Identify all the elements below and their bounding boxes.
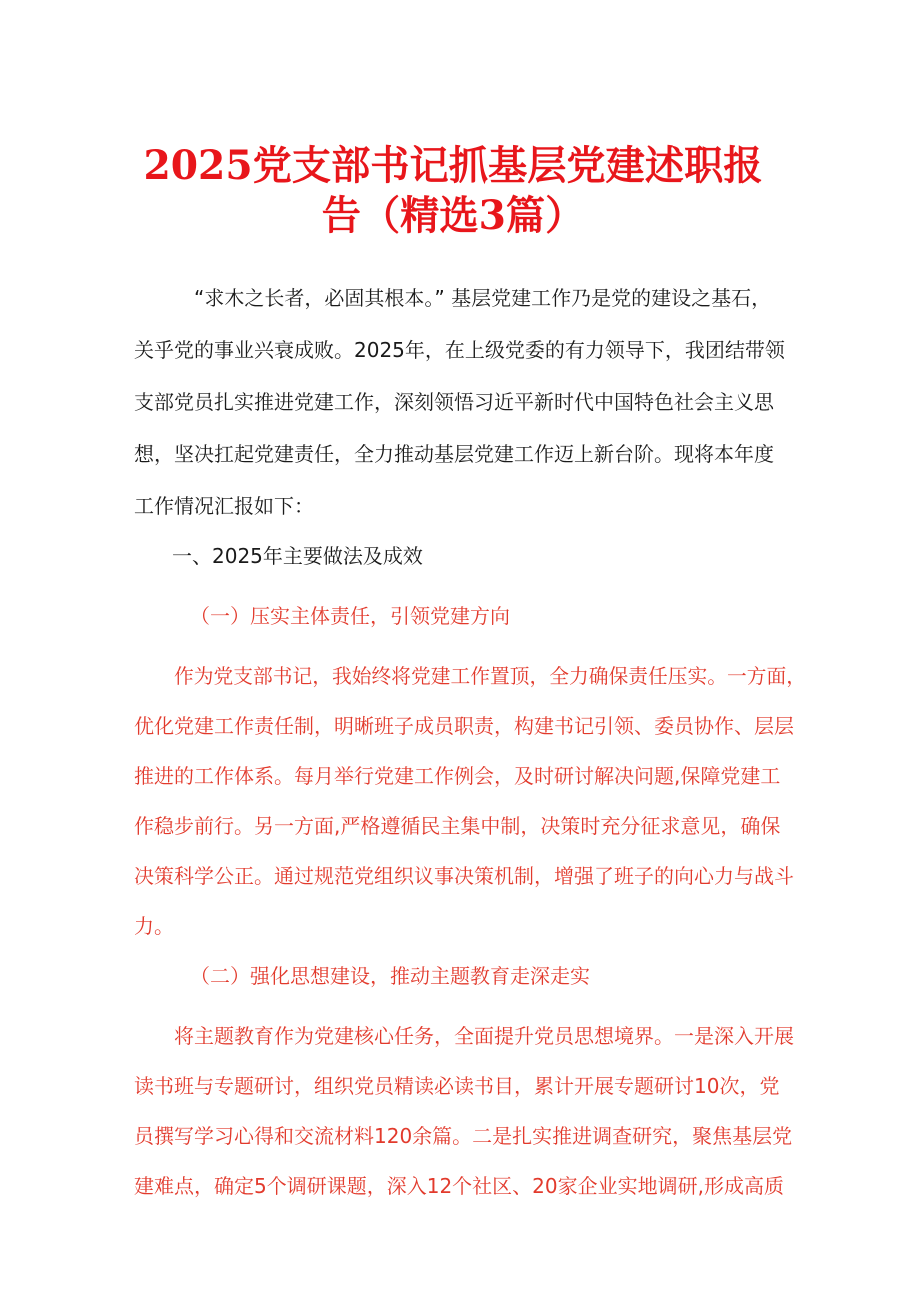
sub2-line-4: 建难点，确定5个调研课题，深入12个社区、20家企业实地调研,形成高质: [134, 1174, 784, 1198]
document-title-line-2: 告（精选3篇）: [321, 192, 585, 239]
sub2-line-2: 读书班与专题研讨，组织党员精读必读书目，累计开展专题研讨10次，党: [134, 1074, 780, 1098]
sub2-line-3: 员撰写学习心得和交流材料120余篇。二是扎实推进调查研究，聚焦基层党: [134, 1124, 793, 1148]
intro-line-2: 关乎党的事业兴衰成败。2025年，在上级党委的有力领导下，我团结带领: [134, 338, 785, 362]
section-1-heading: 一、2025年主要做法及成效: [172, 544, 423, 568]
sub1-line-1: 作为党支部书记，我始终将党建工作置顶，全力确保责任压实。一方面，: [174, 664, 806, 688]
intro-line-3: 支部党员扎实推进党建工作，深刻领悟习近平新时代中国特色社会主义思: [134, 390, 774, 414]
sub1-line-4: 作稳步前行。另一方面,严格遵循民主集中制，决策时充分征求意见，确保: [134, 814, 781, 838]
sub1-line-3: 推进的工作体系。每月举行党建工作例会，及时研讨解决问题,保障党建工: [134, 764, 781, 788]
document-title-line-1: 2025党支部书记抓基层党建述职报: [143, 142, 763, 189]
intro-line-4: 想，坚决扛起党建责任，全力推动基层党建工作迈上新台阶。现将本年度: [134, 442, 774, 466]
intro-line-5: 工作情况汇报如下：: [134, 494, 314, 518]
intro-line-1: “求木之长者，必固其根本。” 基层党建工作乃是党的建设之基石，: [194, 286, 772, 310]
sub1-line-6: 力。: [134, 914, 174, 938]
subsection-1-heading: （一）压实主体责任，引领党建方向: [190, 604, 510, 628]
sub1-line-2: 优化党建工作责任制，明晰班子成员职责，构建书记引领、委员协作、层层: [134, 714, 794, 738]
sub2-line-1: 将主题教育作为党建核心任务，全面提升党员思想境界。一是深入开展: [174, 1024, 794, 1048]
sub1-line-5: 决策科学公正。通过规范党组织议事决策机制，增强了班子的向心力与战斗: [134, 864, 794, 888]
subsection-2-heading: （二）强化思想建设，推动主题教育走深走实: [190, 964, 590, 988]
